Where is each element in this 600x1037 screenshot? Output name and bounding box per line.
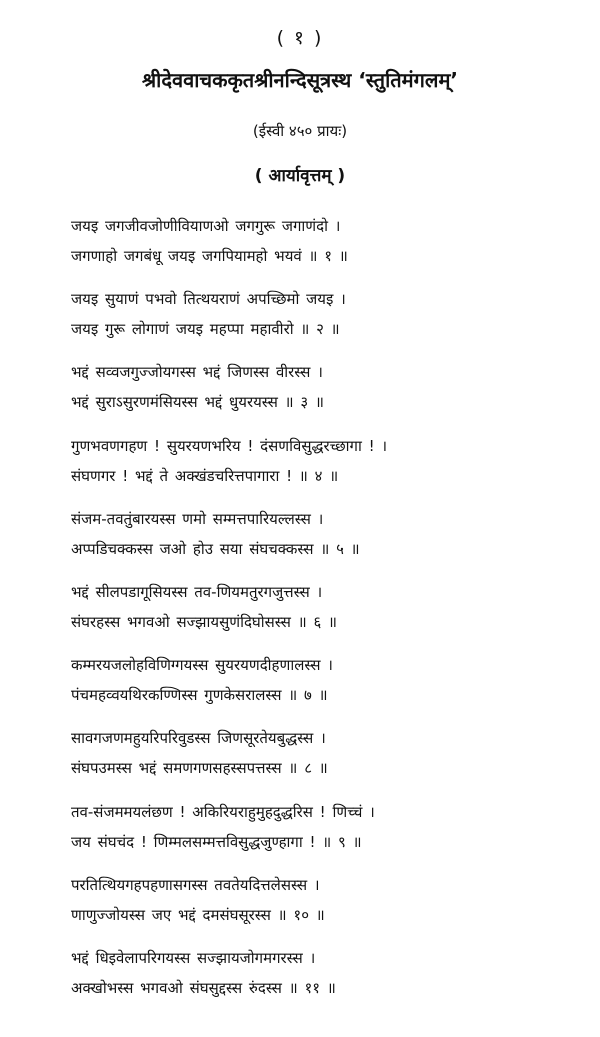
verse-line: संघणगर ! भद्दं ते अक्खंडचरित्तपागारा ! ॥ ४ ॥ bbox=[71, 466, 339, 485]
verse-line: जयइ सुयाणं पभवो तित्थयराणं अपच्छिमो जयइ । bbox=[71, 290, 346, 309]
verse-6 bbox=[71, 577, 591, 650]
verse-line: कम्मरयजलोहविणिग्गयस्स सुयरयणदीहणालस्स । bbox=[71, 656, 333, 675]
verse-line: भद्दं सव्वजगुज्जोयगस्स भद्दं जिणस्स वीरस्स । bbox=[71, 363, 323, 382]
verse-line: संघरहस्स भगवओ सज्झायसुणंदिघोसस्स ॥ ६ ॥ bbox=[71, 612, 338, 631]
verse-5 bbox=[71, 504, 591, 577]
page-number: ( १ ) bbox=[276, 27, 324, 49]
verse-line: अप्पडिचक्कस्स जओ होउ सया संघचक्कस्स ॥ ५ ॥ bbox=[71, 539, 360, 558]
verse-line: संघपउमस्स भद्दं समणगणसहस्सपत्तस्स ॥ ८ ॥ bbox=[71, 759, 328, 778]
verse-line: संजम-तवतुंबारयस्स णमो सम्मत्तपारियल्लस्स । bbox=[71, 509, 324, 528]
verse-2 bbox=[71, 284, 591, 357]
verse-11 bbox=[71, 943, 591, 1016]
verse-line: जयइ जगजीवजोणीवियाणओ जगगुरू जगाणंदो । bbox=[71, 217, 341, 235]
verse-line: तव-संजममयलंछण ! अकिरियराहुमुहदुद्धरिस ! णिच्चं । bbox=[71, 802, 375, 821]
verse-line: णाणुज्जोयस्स जए भद्दं दमसंघसूरस्स ॥ १० ॥ bbox=[71, 905, 325, 924]
verse-3 bbox=[71, 357, 591, 430]
date-note: (ईस्वी ४५० प्रायः) bbox=[252, 122, 348, 140]
verse-1 bbox=[71, 211, 591, 284]
verse-9 bbox=[71, 797, 591, 870]
verse-line: जगणाहो जगबंधू जयइ जगपियामहो भयवं ॥ १ ॥ bbox=[71, 247, 348, 265]
verse-line: पंचमहव्वयथिरकण्णिस्स गुणकेसरालस्स ॥ ७ ॥ bbox=[71, 686, 328, 705]
verse-list bbox=[71, 211, 591, 1016]
verse-4 bbox=[71, 431, 591, 504]
verse-line: भद्दं धिइवेलापरिगयस्स सज्झायजोगमगरस्स । bbox=[71, 948, 316, 967]
meter-heading: ( आर्यावृत्तम् ) bbox=[254, 166, 346, 186]
verse-line: गुणभवणगहण ! सुयरयणभरिय ! दंसणविसुद्धरच्छागा ! । bbox=[71, 436, 388, 455]
verse-line: जय संघचंद ! णिम्मलसम्मत्तविसुद्धजुण्हागा ! ॥ ९ ॥ bbox=[71, 832, 362, 851]
verse-line: सावगजणमहुयरिपरिवुडस्स जिणसूरतेयबुद्धस्स । bbox=[71, 729, 326, 748]
verse-line: भद्दं सीलपडागूसियस्स तव-णियमतुरगजुत्तस्स । bbox=[71, 582, 323, 601]
verse-8 bbox=[71, 723, 591, 796]
verse-line: परतित्थियगहपहणासगस्स तवतेयदित्तलेसस्स । bbox=[71, 875, 320, 894]
verse-line: जयइ गुरू लोगाणं जयइ महप्पा महावीरो ॥ २ ॥ bbox=[71, 320, 340, 339]
verse-line: अक्खोभस्स भगवओ संघसुद्दस्स रुंदस्स ॥ ११ ॥ bbox=[71, 978, 336, 997]
verse-10 bbox=[71, 870, 591, 943]
page-title: श्रीदेववाचककृतश्रीनन्दिसूत्रस्थ ‘स्तुतिमंगलम्’ bbox=[142, 68, 458, 92]
verse-line: भद्दं सुराऽसुरणमंसियस्स भद्दं धुयरयस्स ॥ ३ ॥ bbox=[71, 393, 324, 412]
verse-7 bbox=[71, 650, 591, 723]
